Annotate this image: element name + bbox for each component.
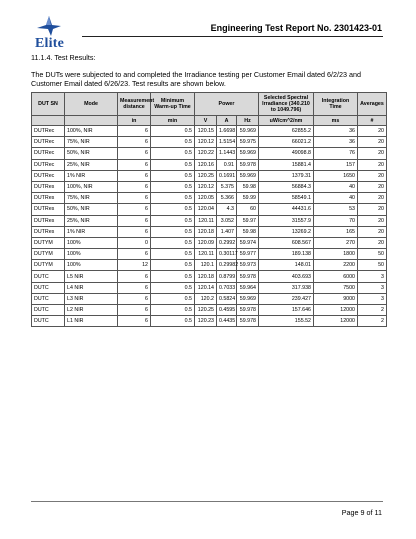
cell-warmup: 0.5	[151, 137, 195, 148]
unit-integration: ms	[314, 116, 358, 126]
cell-integration: 157	[314, 159, 358, 170]
cell-distance: 6	[118, 126, 151, 137]
cell-mode: 1% NIR	[65, 170, 118, 181]
cell-irradiance: 157.646	[259, 305, 314, 316]
header-averages: Averages	[358, 93, 387, 116]
cell-hz: 59.964	[237, 282, 259, 293]
cell-integration: 165	[314, 226, 358, 237]
cell-volts: 120.12	[195, 181, 217, 192]
cell-hz: 59.973	[237, 260, 259, 271]
cell-averages: 20	[358, 204, 387, 215]
company-logo	[29, 14, 73, 50]
cell-dut-sn: DUTC	[32, 305, 65, 316]
header-warmup: Minimum Warm-up Time	[151, 93, 195, 116]
cell-volts: 120.16	[195, 159, 217, 170]
cell-amps: 4.3	[217, 204, 237, 215]
cell-dut-sn: DUTRec	[32, 159, 65, 170]
cell-irradiance: 189.138	[259, 249, 314, 260]
cell-hz: 59.975	[237, 137, 259, 148]
cell-dut-sn: DUTC	[32, 293, 65, 304]
cell-irradiance: 148.01	[259, 260, 314, 271]
cell-averages: 20	[358, 148, 387, 159]
cell-irradiance: 44431.6	[259, 204, 314, 215]
cell-averages: 20	[358, 226, 387, 237]
cell-distance: 6	[118, 170, 151, 181]
table-row	[32, 249, 387, 260]
header-power: Power	[195, 93, 259, 116]
cell-dut-sn: DUTRes	[32, 181, 65, 192]
cell-amps: 0.4435	[217, 316, 237, 327]
cell-amps: 0.7033	[217, 282, 237, 293]
cell-hz: 59.98	[237, 226, 259, 237]
cell-distance: 6	[118, 293, 151, 304]
cell-amps: 1.1443	[217, 148, 237, 159]
cell-averages: 50	[358, 260, 387, 271]
cell-distance: 6	[118, 316, 151, 327]
cell-averages: 2	[358, 316, 387, 327]
cell-warmup: 0.5	[151, 237, 195, 248]
cell-integration: 36	[314, 137, 358, 148]
cell-volts: 120.22	[195, 148, 217, 159]
header-divider	[82, 36, 383, 37]
cell-averages: 20	[358, 193, 387, 204]
cell-distance: 6	[118, 137, 151, 148]
header-integration: Integration Time	[314, 93, 358, 116]
cell-distance: 12	[118, 260, 151, 271]
table-units-row	[32, 116, 387, 126]
cell-amps: 1.6698	[217, 126, 237, 137]
cell-irradiance: 62855.2	[259, 126, 314, 137]
cell-amps: 1.5154	[217, 137, 237, 148]
cell-dut-sn: DUTC	[32, 282, 65, 293]
table-row	[32, 271, 387, 282]
test-results-table	[31, 92, 387, 327]
unit-irradiance: uW/cm^2/nm	[259, 116, 314, 126]
cell-warmup: 0.5	[151, 170, 195, 181]
cell-amps: 0.30117	[217, 249, 237, 260]
cell-averages: 20	[358, 181, 387, 192]
cell-integration: 40	[314, 181, 358, 192]
cell-hz: 59.97	[237, 215, 259, 226]
table-row	[32, 126, 387, 137]
cell-integration: 76	[314, 148, 358, 159]
cell-distance: 0	[118, 237, 151, 248]
header-distance: Measurement distance	[118, 93, 151, 116]
star-burst-icon	[29, 14, 73, 36]
cell-warmup: 0.5	[151, 181, 195, 192]
cell-irradiance: 56884.3	[259, 181, 314, 192]
cell-averages: 3	[358, 271, 387, 282]
cell-amps: 0.2992	[217, 237, 237, 248]
cell-warmup: 0.5	[151, 293, 195, 304]
cell-distance: 6	[118, 305, 151, 316]
cell-averages: 20	[358, 137, 387, 148]
table-row	[32, 293, 387, 304]
cell-averages: 20	[358, 126, 387, 137]
unit-volts: V	[195, 116, 217, 126]
cell-amps: 0.1691	[217, 170, 237, 181]
cell-mode: 100%	[65, 260, 118, 271]
cell-mode: L5 NIR	[65, 271, 118, 282]
cell-warmup: 0.5	[151, 305, 195, 316]
cell-volts: 120.2	[195, 293, 217, 304]
cell-integration: 6000	[314, 271, 358, 282]
cell-distance: 6	[118, 159, 151, 170]
cell-volts: 120.18	[195, 226, 217, 237]
table-header-row	[32, 93, 387, 116]
cell-integration: 70	[314, 215, 358, 226]
cell-irradiance: 66021.2	[259, 137, 314, 148]
cell-irradiance: 1379.31	[259, 170, 314, 181]
cell-integration: 1650	[314, 170, 358, 181]
cell-warmup: 0.5	[151, 159, 195, 170]
cell-dut-sn: DUTRec	[32, 137, 65, 148]
cell-integration: 9000	[314, 293, 358, 304]
table-row	[32, 305, 387, 316]
cell-distance: 6	[118, 181, 151, 192]
cell-distance: 6	[118, 204, 151, 215]
cell-irradiance: 58549.1	[259, 193, 314, 204]
cell-hz: 59.99	[237, 193, 259, 204]
cell-irradiance: 49098.8	[259, 148, 314, 159]
cell-distance: 6	[118, 271, 151, 282]
unit-hz: Hz	[237, 116, 259, 126]
cell-hz: 59.978	[237, 305, 259, 316]
cell-warmup: 0.5	[151, 226, 195, 237]
cell-mode: 100%	[65, 249, 118, 260]
cell-distance: 6	[118, 249, 151, 260]
cell-mode: 25%, NIR	[65, 159, 118, 170]
cell-integration: 36	[314, 126, 358, 137]
section-heading: 11.1.4. Test Results:	[31, 53, 96, 62]
cell-amps: 0.5824	[217, 293, 237, 304]
cell-irradiance: 608.567	[259, 237, 314, 248]
cell-volts: 120.15	[195, 126, 217, 137]
cell-hz: 59.978	[237, 159, 259, 170]
cell-amps: 0.4595	[217, 305, 237, 316]
cell-warmup: 0.5	[151, 260, 195, 271]
cell-hz: 59.974	[237, 237, 259, 248]
cell-integration: 7500	[314, 282, 358, 293]
cell-volts: 120.09	[195, 237, 217, 248]
cell-dut-sn: DUTC	[32, 271, 65, 282]
cell-integration: 12000	[314, 316, 358, 327]
cell-hz: 59.978	[237, 316, 259, 327]
cell-mode: 25%, NIR	[65, 215, 118, 226]
cell-dut-sn: DUTC	[32, 316, 65, 327]
cell-mode: 75%, NIR	[65, 193, 118, 204]
table-row	[32, 137, 387, 148]
page-number: Page 9 of 11	[341, 508, 382, 517]
table-row	[32, 260, 387, 271]
cell-integration: 2200	[314, 260, 358, 271]
cell-hz: 59.969	[237, 148, 259, 159]
cell-dut-sn: DUTRec	[32, 170, 65, 181]
cell-volts: 120.18	[195, 271, 217, 282]
table-row	[32, 159, 387, 170]
logo-wordmark: Elite	[35, 36, 64, 51]
cell-amps: 0.8799	[217, 271, 237, 282]
cell-irradiance: 317.938	[259, 282, 314, 293]
cell-mode: L1 NIR	[65, 316, 118, 327]
cell-averages: 3	[358, 293, 387, 304]
report-title: Engineering Test Report No. 2301423-01	[210, 23, 382, 33]
table-body	[32, 126, 387, 327]
cell-irradiance: 31557.9	[259, 215, 314, 226]
cell-hz: 59.98	[237, 181, 259, 192]
cell-integration: 40	[314, 193, 358, 204]
cell-distance: 6	[118, 226, 151, 237]
cell-distance: 6	[118, 148, 151, 159]
unit-dut-sn	[32, 116, 65, 126]
cell-mode: 100%	[65, 237, 118, 248]
cell-dut-sn: DUTRes	[32, 226, 65, 237]
cell-dut-sn: DUTRes	[32, 193, 65, 204]
table-row	[32, 226, 387, 237]
unit-averages: #	[358, 116, 387, 126]
cell-amps: 0.91	[217, 159, 237, 170]
cell-mode: 75%, NIR	[65, 137, 118, 148]
table-row	[32, 181, 387, 192]
cell-amps: 0.29982	[217, 260, 237, 271]
cell-hz: 59.969	[237, 293, 259, 304]
cell-volts: 120.05	[195, 193, 217, 204]
header-dut-sn: DUT SN	[32, 93, 65, 116]
cell-hz: 59.969	[237, 170, 259, 181]
cell-volts: 120.25	[195, 170, 217, 181]
cell-warmup: 0.5	[151, 249, 195, 260]
cell-irradiance: 155.52	[259, 316, 314, 327]
cell-mode: 50%, NIR	[65, 204, 118, 215]
cell-warmup: 0.5	[151, 204, 195, 215]
cell-averages: 20	[358, 237, 387, 248]
cell-volts: 120.1	[195, 260, 217, 271]
cell-dut-sn: DUTYM	[32, 249, 65, 260]
cell-dut-sn: DUTRes	[32, 204, 65, 215]
cell-averages: 20	[358, 215, 387, 226]
cell-amps: 5.366	[217, 193, 237, 204]
table-row	[32, 316, 387, 327]
header-mode: Mode	[65, 93, 118, 116]
cell-dut-sn: DUTRes	[32, 215, 65, 226]
cell-integration: 270	[314, 237, 358, 248]
cell-warmup: 0.5	[151, 215, 195, 226]
cell-integration: 1800	[314, 249, 358, 260]
cell-averages: 50	[358, 249, 387, 260]
cell-hz: 59.969	[237, 126, 259, 137]
cell-volts: 120.04	[195, 204, 217, 215]
unit-mode	[65, 116, 118, 126]
cell-warmup: 0.5	[151, 148, 195, 159]
cell-warmup: 0.5	[151, 271, 195, 282]
cell-averages: 20	[358, 170, 387, 181]
unit-distance: in	[118, 116, 151, 126]
cell-mode: 100%, NIR	[65, 181, 118, 192]
cell-volts: 120.23	[195, 316, 217, 327]
footer-divider	[31, 501, 383, 502]
cell-mode: L3 NIR	[65, 293, 118, 304]
cell-dut-sn: DUTYM	[32, 260, 65, 271]
cell-warmup: 0.5	[151, 126, 195, 137]
cell-mode: 100%, NIR	[65, 126, 118, 137]
table-row	[32, 215, 387, 226]
cell-distance: 6	[118, 282, 151, 293]
cell-averages: 20	[358, 159, 387, 170]
cell-averages: 3	[358, 282, 387, 293]
cell-irradiance: 239.427	[259, 293, 314, 304]
cell-hz: 60	[237, 204, 259, 215]
cell-averages: 2	[358, 305, 387, 316]
cell-amps: 1.407	[217, 226, 237, 237]
intro-paragraph: The DUTs were subjected to and completed the Irradiance testing per Customer Email dated 6/2/23 and Customer Email dated 6/26/23. Test results are shown below.	[31, 70, 362, 88]
cell-amps: 3.052	[217, 215, 237, 226]
table-row	[32, 170, 387, 181]
cell-mode: L4 NIR	[65, 282, 118, 293]
cell-dut-sn: DUTYM	[32, 237, 65, 248]
cell-warmup: 0.5	[151, 316, 195, 327]
cell-mode: 1% NIR	[65, 226, 118, 237]
cell-irradiance: 15881.4	[259, 159, 314, 170]
cell-volts: 120.14	[195, 282, 217, 293]
cell-amps: 5.375	[217, 181, 237, 192]
cell-mode: 50%, NIR	[65, 148, 118, 159]
table-row	[32, 148, 387, 159]
cell-mode: L2 NIR	[65, 305, 118, 316]
cell-volts: 120.11	[195, 215, 217, 226]
cell-warmup: 0.5	[151, 282, 195, 293]
cell-irradiance: 403.693	[259, 271, 314, 282]
cell-hz: 59.977	[237, 249, 259, 260]
cell-warmup: 0.5	[151, 193, 195, 204]
cell-dut-sn: DUTRec	[32, 126, 65, 137]
cell-distance: 6	[118, 215, 151, 226]
cell-irradiance: 13269.2	[259, 226, 314, 237]
table-row	[32, 204, 387, 215]
cell-hz: 59.978	[237, 271, 259, 282]
cell-distance: 6	[118, 193, 151, 204]
cell-volts: 120.11	[195, 249, 217, 260]
table-row	[32, 282, 387, 293]
unit-warmup: min	[151, 116, 195, 126]
cell-volts: 120.25	[195, 305, 217, 316]
cell-integration: 12000	[314, 305, 358, 316]
cell-dut-sn: DUTRec	[32, 148, 65, 159]
table-row	[32, 237, 387, 248]
cell-volts: 120.12	[195, 137, 217, 148]
cell-integration: 53	[314, 204, 358, 215]
header-irradiance: Selected Spectral Irradiance (340.210 to 1049.796)	[259, 93, 314, 116]
table-row	[32, 193, 387, 204]
unit-amps: A	[217, 116, 237, 126]
